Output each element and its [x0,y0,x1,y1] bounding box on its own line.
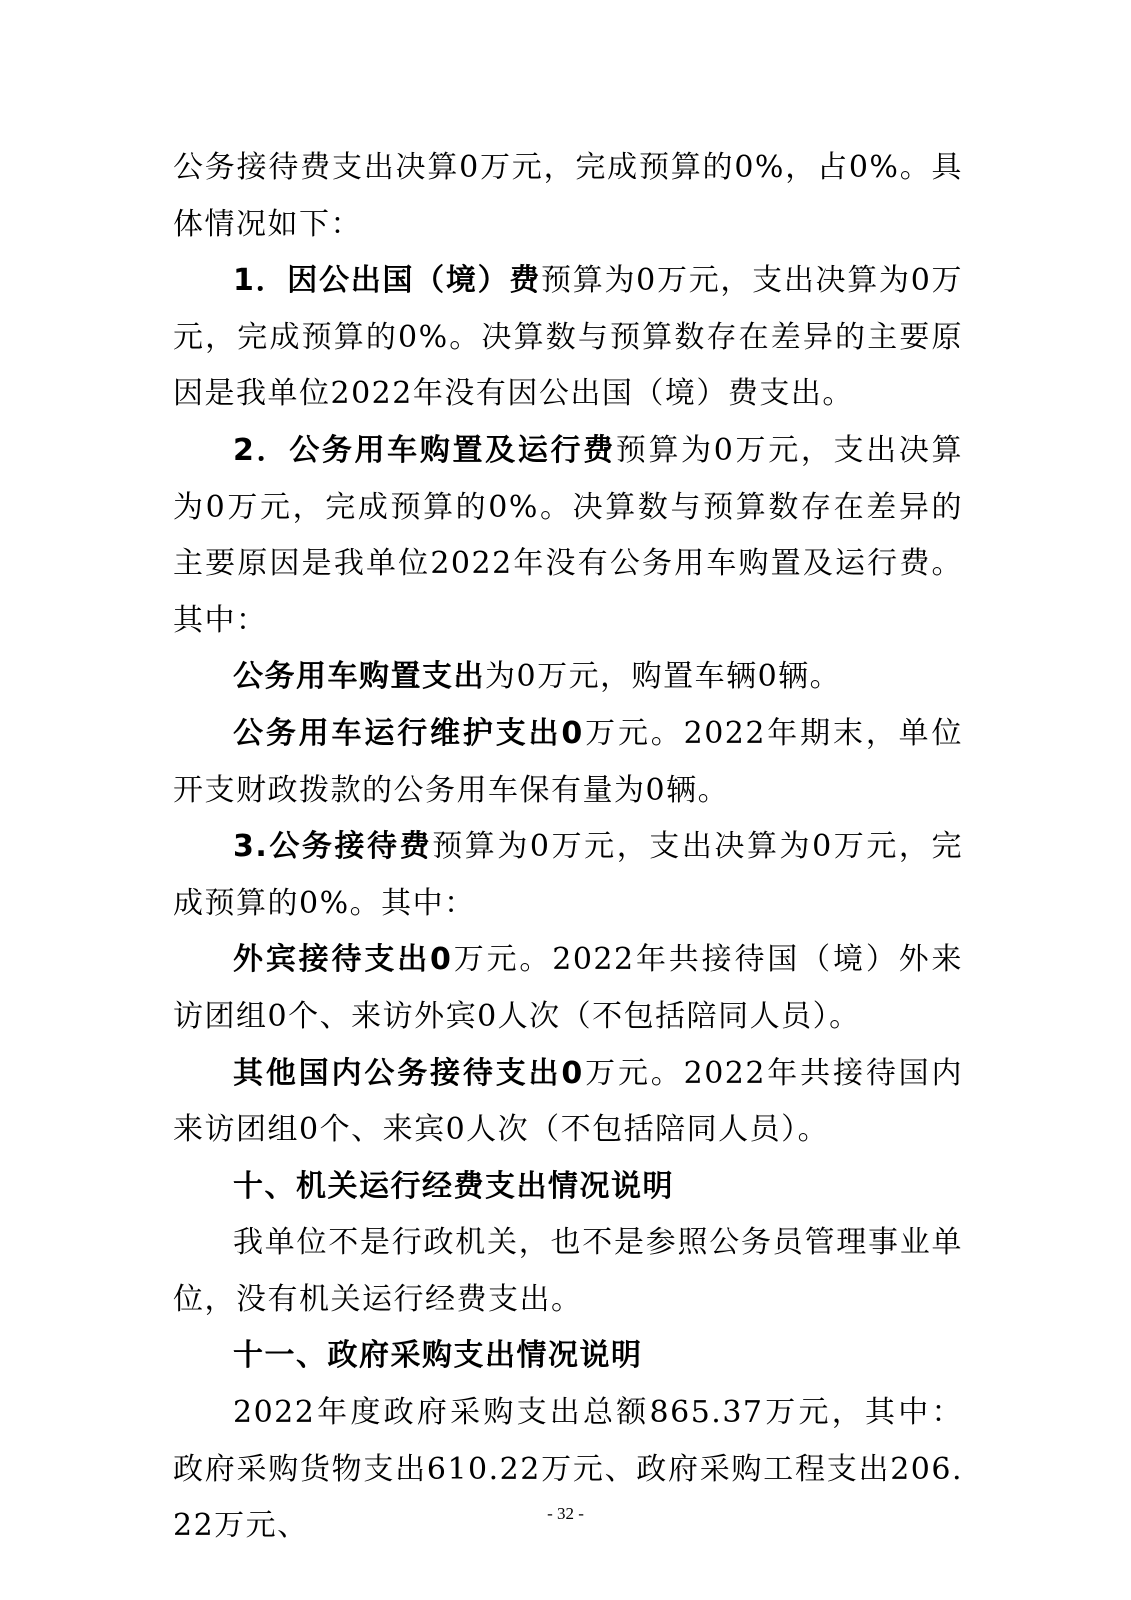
reception-costs-heading: 3.公务接待费 [233,829,433,865]
domestic-reception-heading: 其他国内公务接待支出0 [233,1055,584,1091]
domestic-reception-text: 万元。2022年共接待国内来访团组0个、来宾0人次（不包括陪同人员）。 [173,1055,963,1148]
paragraph-reception-costs [173,819,963,932]
vehicle-costs-text: 预算为0万元，支出决算为0万元，完成预算的0%。决算数与预算数存在差异的主要原因是我单位2022年没有公务用车购置及运行费。其中： [173,432,964,638]
overseas-travel-text: 预算为0万元，支出决算为0万元，完成预算的0%。决算数与预算数存在差异的主要原因是我单位2022年没有因公出国（境）费支出。 [173,263,963,412]
foreign-guests-text: 万元。2022年共接待国（境）外来访团组0个、来访外宾0人次（不包括陪同人员）。 [173,942,963,1034]
section-heading-11: 十一、政府采购支出情况说明 [233,1338,643,1374]
document-body [173,140,963,1555]
paragraph-vehicle-maintenance [173,706,963,819]
paragraph-overseas-travel [173,253,963,423]
vehicle-costs-heading: 2．公务用车购置及运行费 [233,432,616,468]
vehicle-purchase-text: 为0万元，购置车辆0辆。 [485,659,842,695]
vehicle-maintenance-text: 万元。2022年期末，单位开支财政拨款的公务用车保有量为0辆。 [173,715,963,808]
paragraph-foreign-guests [173,932,963,1045]
vehicle-maintenance-heading: 公务用车运行维护支出0 [233,715,584,751]
paragraph-vehicle-purchase [173,649,963,706]
section-heading-10: 十、机关运行经费支出情况说明 [233,1168,674,1204]
paragraph-operating-expenses: 我单位不是行政机关，也不是参照公务员管理事业单位，没有机关运行经费支出。 [173,1225,963,1317]
foreign-guests-heading: 外宾接待支出0 [233,942,453,978]
reception-costs-text: 预算为0万元，支出决算为0万元，完成预算的0%。其中： [173,829,963,921]
paragraph-domestic-reception [173,1046,963,1159]
overseas-travel-heading: 1．因公出国（境）费 [233,263,542,299]
paragraph-procurement: 2022年度政府采购支出总额865.37万元，其中：政府采购货物支出610.22万元、政府采购工程支出206.22万元、 [173,1395,963,1544]
paragraph-reception-summary: 公务接待费支出决算0万元，完成预算的0%，占0%。具体情况如下： [173,150,963,242]
page-number: - 32 - [547,1504,584,1523]
vehicle-purchase-heading: 公务用车购置支出 [233,659,485,695]
paragraph-vehicle-costs [173,423,963,649]
